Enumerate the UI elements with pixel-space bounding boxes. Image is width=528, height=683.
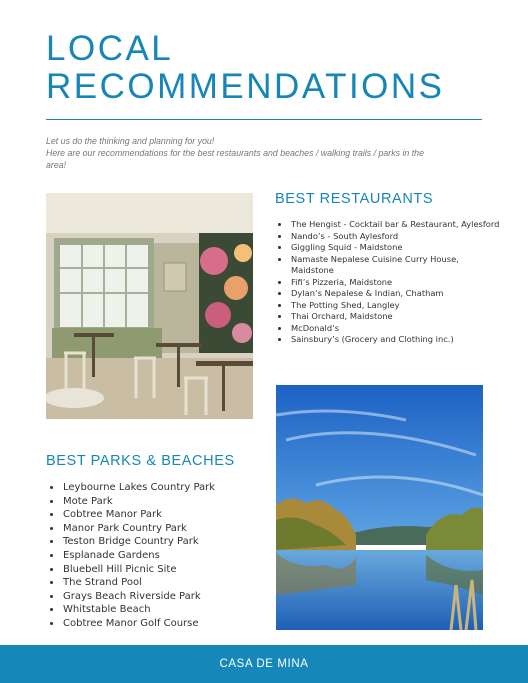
list-item: • Dylan’s Nepalese & Indian, Chatham bbox=[290, 288, 500, 300]
list-item: • The Hengist - Cocktail bar & Restaurant, Aylesford bbox=[290, 219, 500, 231]
list-item: • Cobtree Manor Golf Course bbox=[62, 617, 282, 631]
list-item: • Thai Orchard, Maidstone bbox=[290, 311, 500, 323]
parks-list bbox=[48, 481, 282, 631]
restaurant-photo bbox=[46, 193, 253, 419]
list-item: • McDonald’s bbox=[290, 323, 500, 335]
footer-bar bbox=[0, 645, 528, 683]
intro-line-1: Let us do the thinking and planning for you! bbox=[46, 136, 215, 146]
best-parks-heading: BEST PARKS & BEACHES bbox=[46, 453, 235, 469]
list-item: • Grays Beach Riverside Park bbox=[62, 590, 282, 604]
intro-line-3: area! bbox=[46, 160, 67, 170]
list-item: • Esplanade Gardens bbox=[62, 549, 282, 563]
list-item: • Namaste Nepalese Cuisine Curry House, Maidstone bbox=[290, 254, 500, 277]
page-title-line-1: LOCAL bbox=[46, 29, 174, 68]
list-item: • The Strand Pool bbox=[62, 576, 282, 590]
list-item: • Mote Park bbox=[62, 495, 282, 509]
restaurant-list bbox=[276, 219, 500, 346]
page-title bbox=[46, 30, 506, 106]
intro-line-2: Here are our recommendations for the best restaurants and beaches / walking trails / parks in the bbox=[46, 148, 424, 158]
footer-brand: CASA DE MINA bbox=[219, 658, 309, 670]
list-item: • Manor Park Country Park bbox=[62, 522, 282, 536]
title-divider bbox=[46, 119, 482, 120]
list-item: • Nando’s - South Aylesford bbox=[290, 231, 500, 243]
list-item: • Sainsbury’s (Grocery and Clothing inc.) bbox=[290, 334, 500, 346]
intro-text bbox=[46, 135, 486, 171]
list-item: • Bluebell Hill Picnic Site bbox=[62, 563, 282, 577]
best-restaurants-heading: BEST RESTAURANTS bbox=[275, 191, 434, 207]
list-item: • Cobtree Manor Park bbox=[62, 508, 282, 522]
list-item: • The Potting Shed, Langley bbox=[290, 300, 500, 312]
list-item: • Whitstable Beach bbox=[62, 603, 282, 617]
list-item: • Leybourne Lakes Country Park bbox=[62, 481, 282, 495]
lake-photo bbox=[276, 385, 483, 630]
list-item: • Fifi’s Pizzeria, Maidstone bbox=[290, 277, 500, 289]
list-item: • Teston Bridge Country Park bbox=[62, 535, 282, 549]
list-item: • Giggling Squid - Maidstone bbox=[290, 242, 500, 254]
page-title-line-2: RECOMMENDATIONS bbox=[46, 67, 445, 106]
